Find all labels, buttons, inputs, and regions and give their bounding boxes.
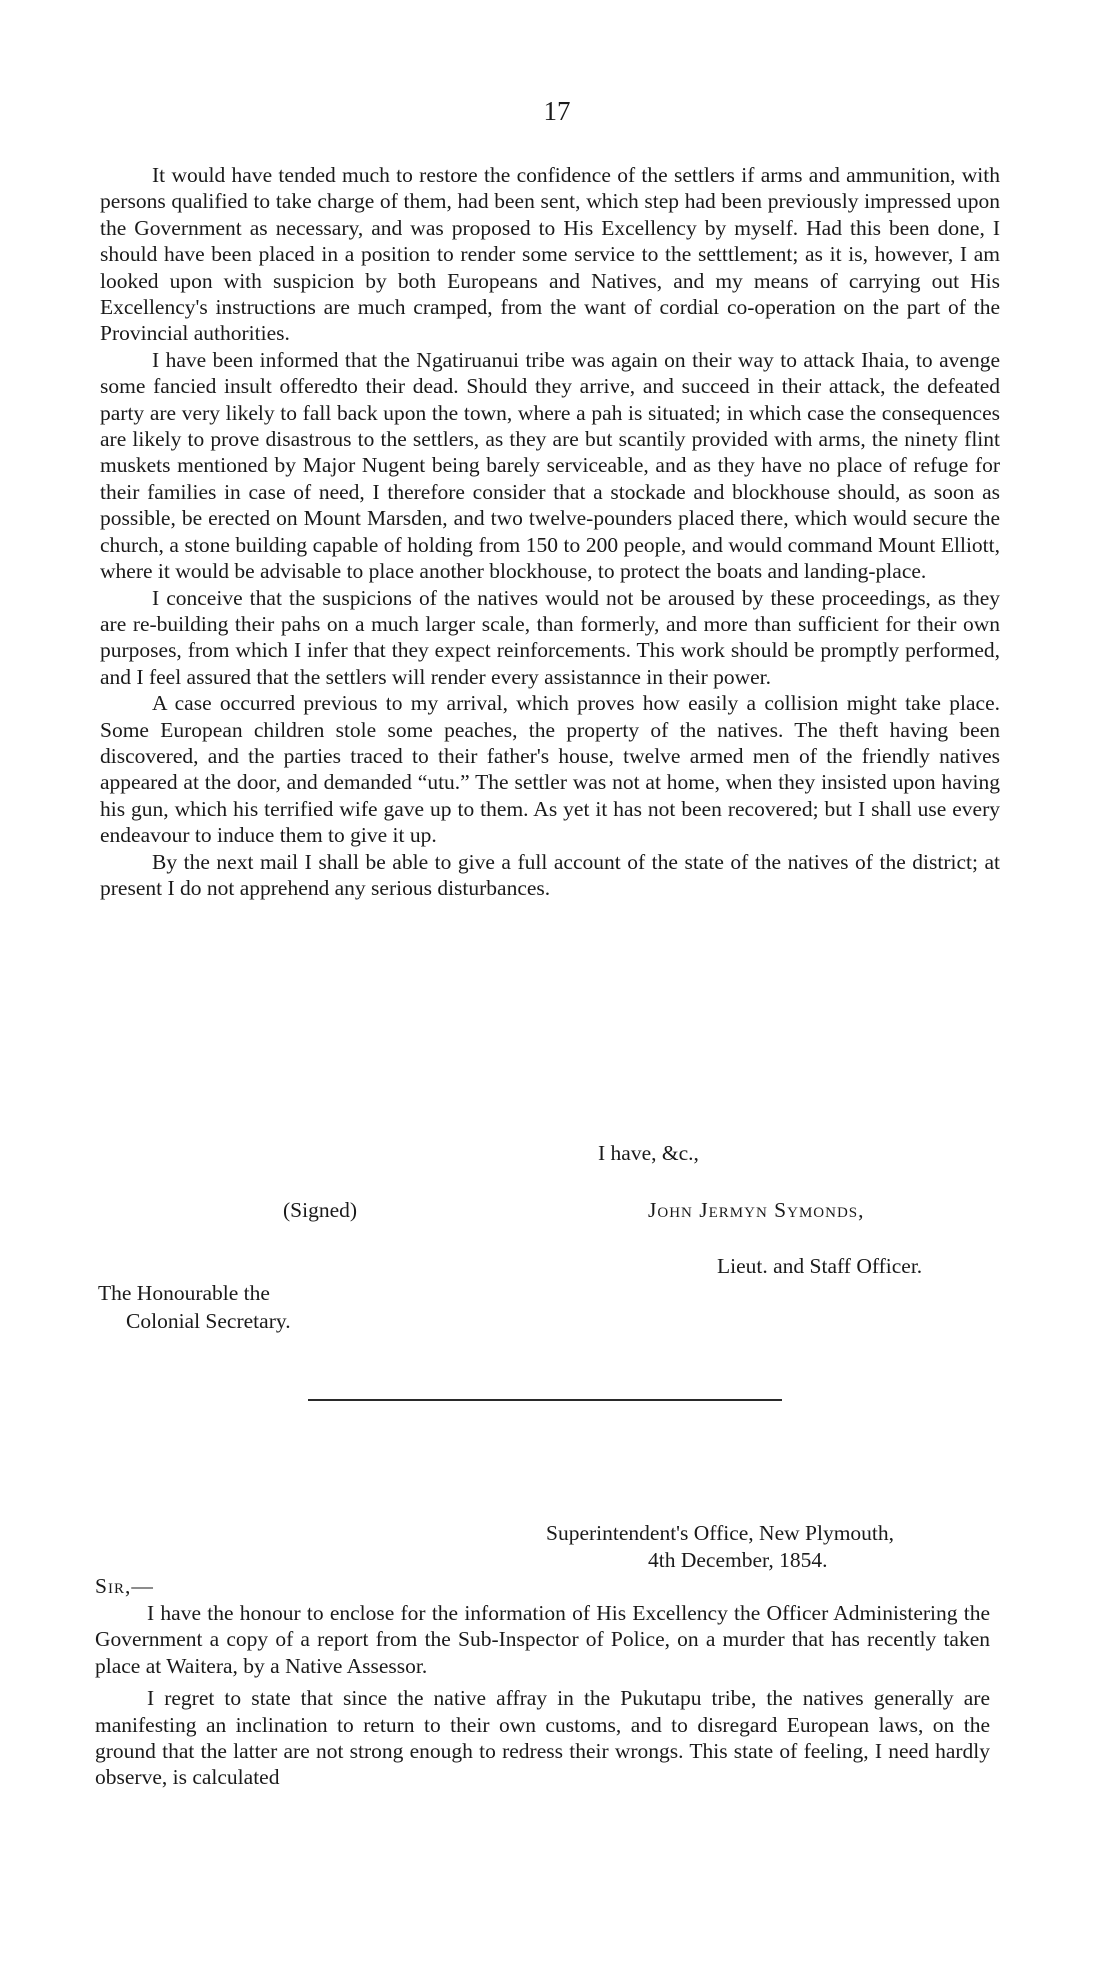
letter-date: 4th December, 1854. bbox=[648, 1548, 828, 1572]
paragraph-case-occurred: A case occurred previous to my arrival, which proves how easily a collision might take place. Some European children stole some peaches, the property of the natives. The theft having been discovered, and the parties traced to their father's house, twelve armed men of the friendly natives appeared at the door, and demanded “utu.” The settler was not at home, when they insisted upon having his gun, which his terrified wife gave up to them. As yet it has not been recovered; but I shall use every endeavour to induce them to give it up. bbox=[100, 691, 1000, 848]
section-divider bbox=[308, 1399, 782, 1401]
closing-line: I have, &c., bbox=[598, 1141, 699, 1165]
paragraph-regret-state: I regret to state that since the native affray in the Pukutapu tribe, the natives generally are manifesting an inclination to return to their own customs, and to disregard European laws, on the ground that the latter are not strong enough to redress their wrongs. This state of feeling, I need hardly observe, is calculated bbox=[95, 1686, 990, 1790]
paragraph-next-mail: By the next mail I shall be able to give a full account of the state of the natives of the district; at present I do not apprehend any serious disturbances. bbox=[100, 849, 1000, 900]
signatory-name: John Jermyn Symonds, bbox=[648, 1198, 865, 1222]
paragraph-arms-ammunition: It would have tended much to restore the confidence of the settlers if arms and ammunition, with persons qualified to take charge of them, had been sent, which step had been previously impressed upon the Government as necessary, and was proposed to His Excellency by myself. Had this been done, I should have been placed in a position to render some service to the setttlement; as it is, however, I am looked upon with suspicion by both Europeans and Natives, and my means of carrying out His Excellency's instructions are much cramped, from the want of cordial co-operation on the part of the Provincial authorities. bbox=[100, 163, 1000, 346]
addressee-line-1: The Honourable the bbox=[98, 1281, 270, 1305]
paragraph-suspicions-natives: I conceive that the suspicions of the natives would not be aroused by these proceedings, as they are re-building their pahs on a much larger scale, than formerly, and more than sufficient for their own purposes, from which I infer that they expect reinforcements. This work should be promptly performed, and I feel assured that the settlers will render every assistannce in their power. bbox=[100, 585, 1000, 689]
second-letter-body bbox=[95, 1600, 990, 1791]
signed-label: (Signed) bbox=[283, 1198, 358, 1222]
page-number: 17 bbox=[543, 96, 571, 126]
paragraph-ngatiruanui-attack: I have been informed that the Ngatiruanui tribe was again on their way to attack Ihaia, to avenge some fancied insult offeredto their dead. Should they arrive, and succeed in their attack, the defeated party are very likely to fall back upon the town, where a pah is situated; in which case the consequences are likely to prove disastrous to the settlers, as they are but scantily provided with arms, the ninety flint muskets mentioned by Major Nugent being barely serviceable, and as they have no place of refuge for their families in case of need, I therefore consider that a stockade and blockhouse should, as soon as possible, be erected on Mount Marsden, and two twelve-pounders placed there, which would secure the church, a stone building capable of holding from 150 to 200 people, and would command Mount Elliott, where it would be advisable to place another blockhouse, to protect the boats and landing-place. bbox=[100, 347, 1000, 584]
letter-body bbox=[100, 162, 1000, 901]
signatory-rank: Lieut. and Staff Officer. bbox=[717, 1254, 923, 1278]
paragraph-honour-enclose: I have the honour to enclose for the information of His Excellency the Officer Administering the Government a copy of a report from the Sub-Inspector of Police, on a murder that has recently taken place at Waitera, by a Native Assessor. bbox=[95, 1601, 990, 1678]
addressee-line-2: Colonial Secretary. bbox=[126, 1309, 291, 1333]
salutation: Sir,— bbox=[95, 1574, 154, 1598]
office-address: Superintendent's Office, New Plymouth, bbox=[546, 1521, 895, 1545]
